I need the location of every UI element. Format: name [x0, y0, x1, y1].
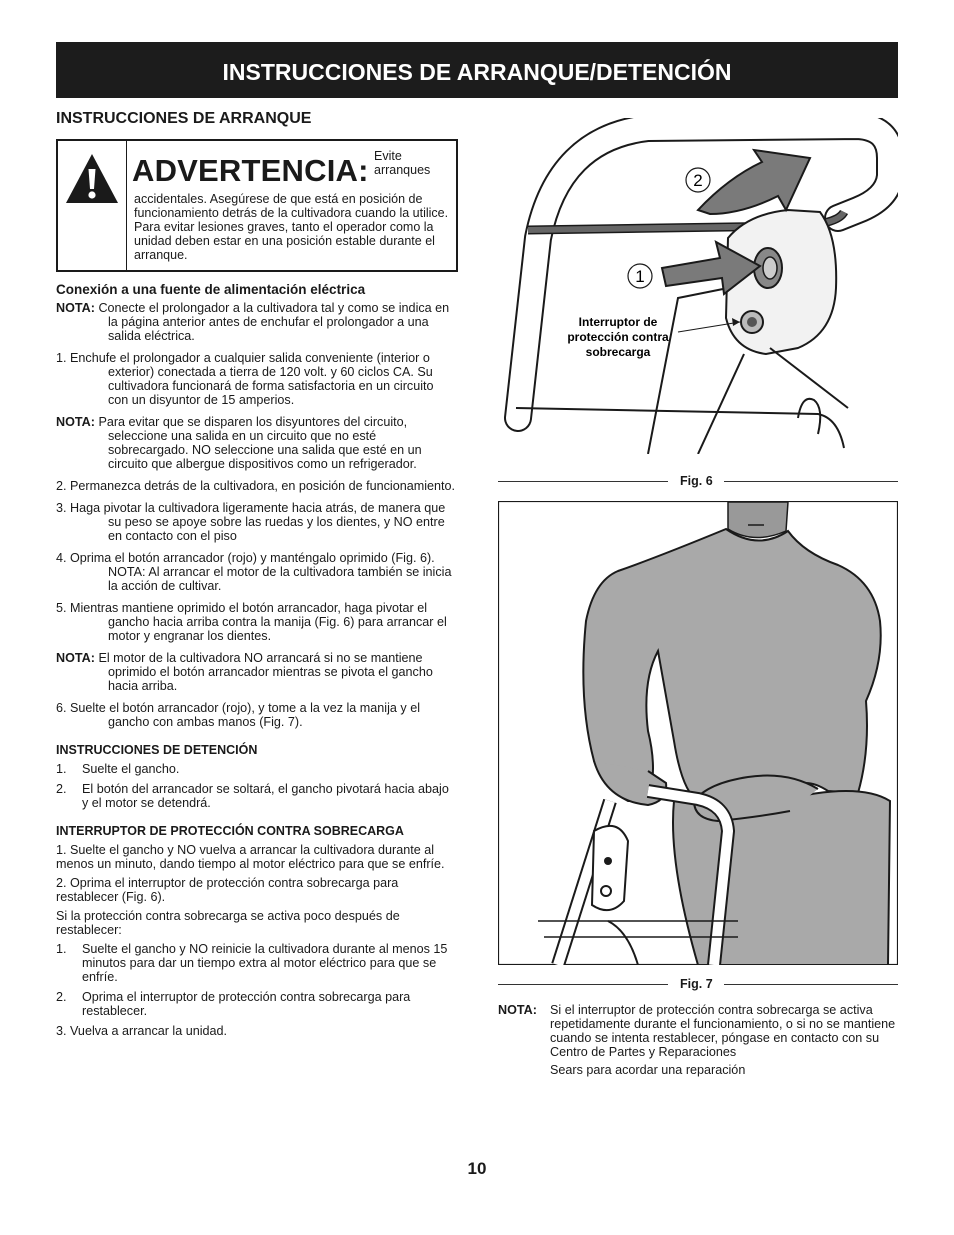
stop-title: INSTRUCCIONES DE DETENCIÓN — [56, 743, 258, 757]
overload-item-1: 1. Suelte el gancho y NO reinicie la cultivadora durante al menos 15 minutos para dar un tiempo extra al motor eléctrico para que se enfríe. — [56, 942, 448, 984]
page-number: 10 — [467, 1159, 487, 1178]
overload-item-2: 2. Oprima el interruptor de protección contra sobrecarga para restablecer. — [56, 990, 411, 1018]
power-title: Conexión a una fuente de alimentación eléctrica — [56, 282, 366, 297]
stop-item-1: 1. Suelte el gancho. — [56, 762, 180, 776]
fig7-rule-left — [498, 984, 668, 985]
callout-2: 2 — [693, 171, 703, 190]
overload-p3: Si la protección contra sobrecarga se activa poco después de restablecer: — [56, 909, 400, 937]
warning-word: ADVERTENCIA: — [132, 153, 369, 188]
fig7-rule-right — [724, 984, 898, 985]
figure-7-illustration — [498, 501, 898, 965]
note-1: NOTA: Conecte el prolongador a la cultivadora tal y como se indica en la página anterior antes de enchufar el prolongador a una salida eléctrica. — [56, 301, 450, 343]
step-5: 5. Mientras mantiene oprimido el botón arrancador, haga pivotar el gancho hacia arriba contra la manija (Fig. 6) para arrancar el motor y engranar los dientes. — [56, 601, 447, 643]
stop-item-2: 2. El botón del arrancador se soltará, el gancho pivotará hacia abajo y el motor se detendrá. — [56, 782, 449, 810]
note-3: NOTA: El motor de la cultivadora NO arrancará si no se mantiene oprimido el botón arrancador mientras se pivota el gancho hacia arriba. — [56, 651, 433, 693]
overload-label-line2: protección contra — [567, 330, 669, 344]
fig6-rule-left — [498, 481, 668, 482]
fig6-rule-right — [724, 481, 898, 482]
page-header: INSTRUCCIONES DE ARRANQUE/DETENCIÓN — [56, 42, 898, 98]
note-2: NOTA: Para evitar que se disparen los disyuntores del circuito, seleccione una salida en un circuito que no esté sobrecargado. NO seleccione una salida que esté en un circuito que albergue dispositivos como un refrigerador. — [56, 415, 422, 471]
warning-icon-cell — [58, 141, 127, 270]
overload-p1: 1. Suelte el gancho y NO vuelva a arrancar la cultivadora durante al menos un minuto, dando tiempo al motor eléctrico para que se enfríe. — [56, 843, 445, 871]
step-4: 4. Oprima el botón arrancador (rojo) y manténgalo oprimido (Fig. 6). NOTA: Al arrancar el motor de la cultivadora también se inicia la acción de cultivar. — [56, 551, 452, 593]
figure-6-illustration — [498, 118, 898, 454]
step-2: 2. Permanezca detrás de la cultivadora, en posición de funcionamiento. — [56, 479, 456, 493]
bottom-note — [498, 1003, 898, 1077]
step-6: 6. Suelte el botón arrancador (rojo), y tome a la vez la manija y el gancho con ambas manos (Fig. 7). — [56, 701, 421, 729]
warning-triangle-icon — [64, 151, 120, 207]
overload-p4: 3. Vuelva a arrancar la unidad. — [56, 1024, 228, 1038]
overload-label-line1: Interruptor de — [578, 315, 658, 329]
power-section — [56, 283, 456, 1038]
overload-title: INTERRUPTOR DE PROTECCIÓN CONTRA SOBRECARGA — [56, 824, 404, 838]
warning-side-text: Evite arranques — [374, 149, 431, 177]
bottom-note-text: Si el interruptor de protección contra sobrecarga se activa repetidamente durante el funcionamiento, o si no se mantiene cuando se intenta restablecer, póngase en contacto con su Centro de Partes y Reparaciones — [550, 1003, 896, 1059]
bottom-note-label: NOTA: — [498, 1003, 537, 1017]
overload-p2: 2. Oprima el interruptor de protección contra sobrecarga para restablecer (Fig. 6). — [56, 876, 399, 904]
warning-box — [56, 139, 458, 272]
fig6-caption: Fig. 6 — [680, 474, 713, 488]
section-title: INSTRUCCIONES DE ARRANQUE — [56, 110, 312, 127]
bottom-note-text2: Sears para acordar una reparación — [550, 1063, 746, 1077]
callout-1: 1 — [635, 267, 645, 286]
fig7-caption: Fig. 7 — [680, 977, 713, 991]
warning-body: accidentales. Asegúrese de que está en posición de funcionamiento detrás de la cultivadora cuando la utilice. Para evitar lesiones graves, tanto el operador como la unidad deben estar en una posición estable durante el arranque. — [134, 192, 449, 262]
step-1: 1. Enchufe el prolongador a cualquier salida conveniente (interior o exterior) conectada a tierra de 120 volt. y 60 ciclos CA. Su cultivadora funcionará de forma satisfactoria en un circuito con un disyuntor de 15 amperios. — [56, 351, 434, 407]
step-3: 3. Haga pivotar la cultivadora ligeramente hacia atrás, de manera que su peso se apoye sobre las ruedas y los dientes, y NO entre en contacto con el piso — [56, 501, 446, 543]
overload-label-line3: sobrecarga — [585, 345, 651, 359]
